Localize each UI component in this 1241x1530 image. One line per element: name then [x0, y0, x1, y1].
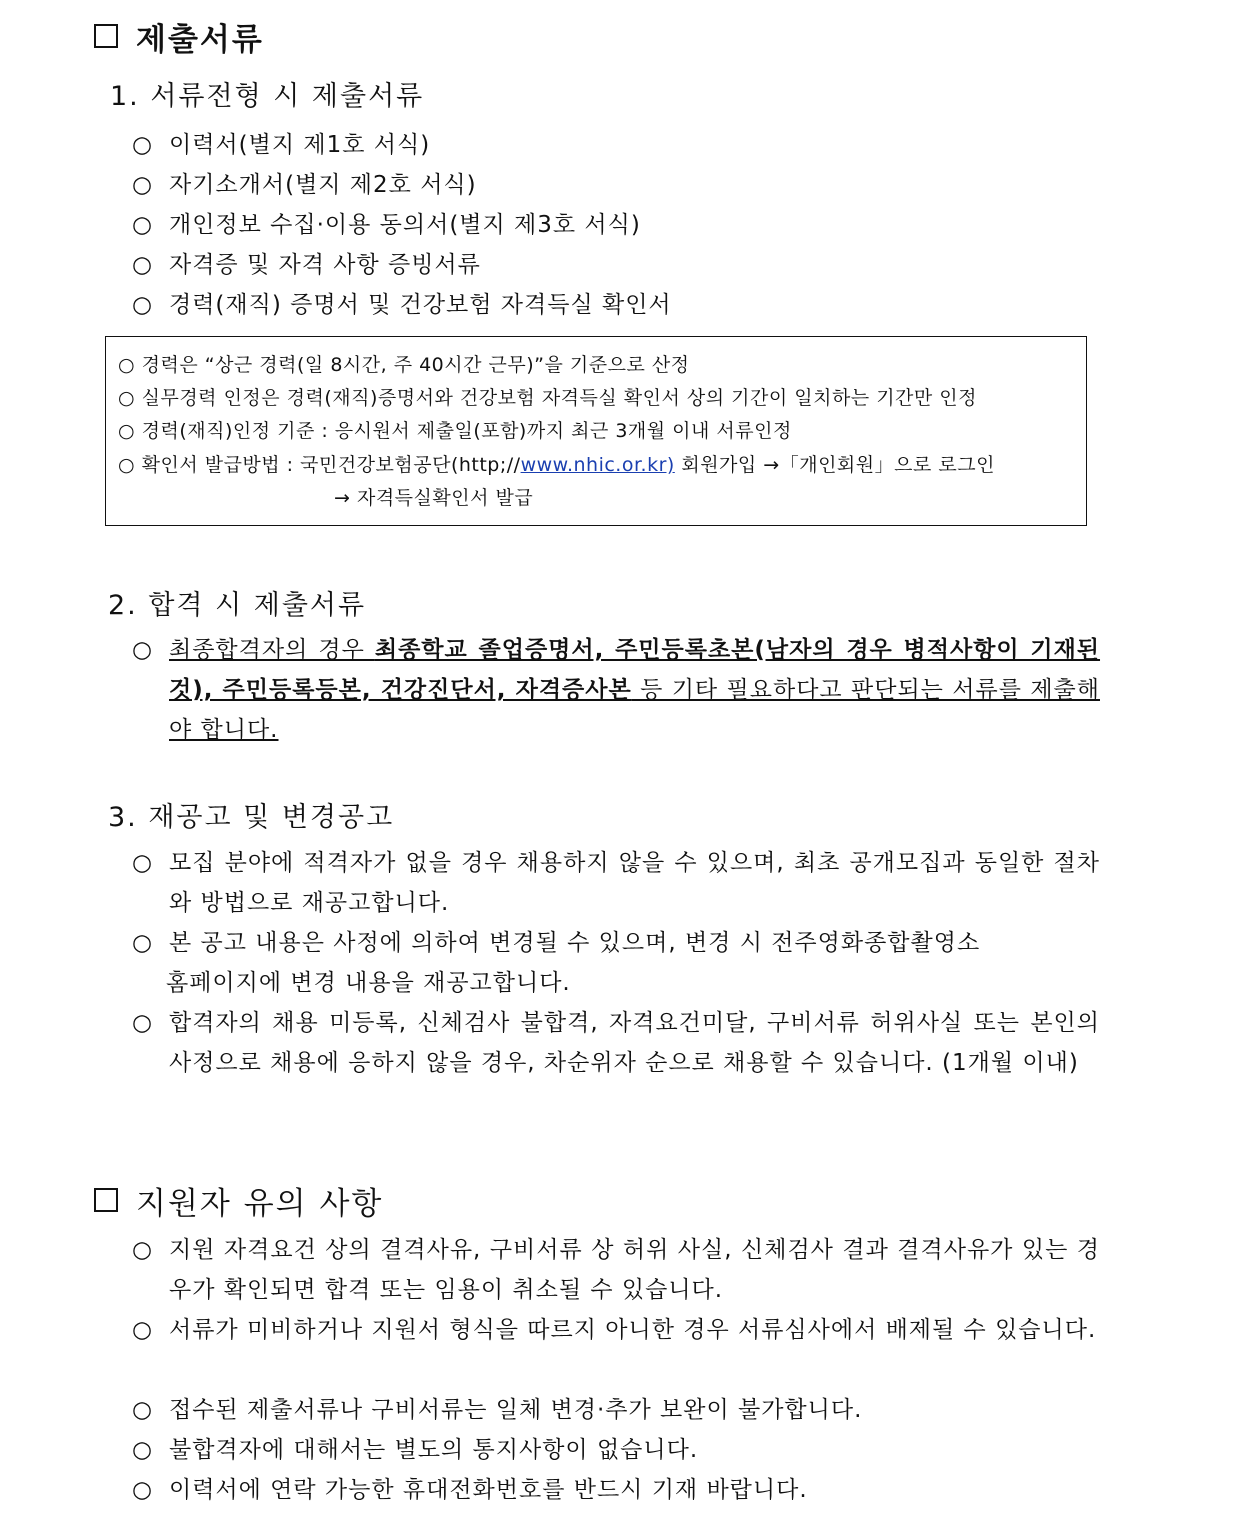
- list-item: ○ 접수된 제출서류나 구비서류는 일체 변경·추가 보완이 불가합니다.: [132, 1390, 1100, 1430]
- list-item: ○ 이력서(별지 제1호 서식): [132, 125, 1100, 165]
- required-documents-text: 최종학교 졸업증명서, 주민등록초본(남자의 경우 병적사항이 기재된 것), 주민등록등본, 건강진단서, 자격증사본: [169, 637, 1101, 703]
- circle-bullet-icon: ○: [132, 1437, 154, 1463]
- checkbox-square-icon: [94, 24, 118, 48]
- list-item: ○ 이력서에 연락 가능한 휴대전화번호를 반드시 기재 바랍니다.: [132, 1470, 1100, 1510]
- list-item-continuation: 홈페이지에 변경 내용을 재공고합니다.: [166, 970, 571, 996]
- circle-bullet-icon: ○: [132, 637, 154, 663]
- list-item: ○ 경력(재직) 증명서 및 건강보험 자격득실 확인서: [132, 285, 1100, 325]
- nhic-link[interactable]: www.nhic.or.kr): [520, 454, 675, 476]
- subsection-heading-1: 1. 서류전형 시 제출서류: [110, 81, 425, 112]
- checkbox-square-icon: [94, 1188, 118, 1212]
- list-item: ○ 최종합격자의 경우 최종학교 졸업증명서, 주민등록초본(남자의 경우 병적사항이 기재된 것), 주민등록등본, 건강진단서, 자격증사본 등 기타 필요하다고 판단되는 서류를 제출해야 합니다.: [132, 630, 1100, 750]
- circle-bullet-icon: ○: [132, 212, 154, 238]
- list-item: ○ 개인정보 수집·이용 동의서(별지 제3호 서식): [132, 205, 1100, 245]
- circle-bullet-icon: ○: [132, 1317, 154, 1343]
- list-item: ○ 불합격자에 대해서는 별도의 통지사항이 없습니다.: [132, 1430, 1100, 1470]
- list-item: ○ 모집 분야에 적격자가 없을 경우 채용하지 않을 수 있으며, 최초 공개모집과 동일한 절차와 방법으로 재공고합니다.: [132, 843, 1100, 923]
- circle-bullet-icon: ○: [132, 850, 154, 876]
- circle-bullet-icon: ○: [132, 172, 154, 198]
- section-heading-documents: [94, 16, 264, 56]
- circle-bullet-icon: ○: [132, 132, 154, 158]
- circle-bullet-icon: ○: [132, 1237, 154, 1263]
- circle-bullet-icon: ○: [132, 930, 154, 956]
- section-heading-notice: [94, 1180, 383, 1220]
- note-line: ○ 경력은 “상근 경력(일 8시간, 주 40시간 근무)”을 기준으로 산정: [118, 354, 690, 376]
- list-item: ○ 자기소개서(별지 제2호 서식): [132, 165, 1100, 205]
- note-line: ○ 경력(재직)인정 기준 : 응시원서 제출일(포함)까지 최근 3개월 이내 서류인정: [118, 420, 792, 442]
- note-line: ○ 확인서 발급방법 : 국민건강보험공단(http;//www.nhic.or.kr) 회원가입 →「개인회원」으로 로그인: [118, 454, 995, 476]
- circle-bullet-icon: ○: [132, 292, 154, 318]
- subsection-heading-2: 2. 합격 시 제출서류: [108, 590, 367, 621]
- subsection-heading-3: 3. 재공고 및 변경공고: [108, 802, 395, 833]
- section-title: 제출서류: [136, 21, 264, 58]
- list-item: ○ 본 공고 내용은 사정에 의하여 변경될 수 있으며, 변경 시 전주영화종합촬영소: [132, 923, 1100, 963]
- circle-bullet-icon: ○: [132, 252, 154, 278]
- career-note-box: [105, 336, 1087, 526]
- circle-bullet-icon: ○: [132, 1397, 154, 1423]
- list-item: ○ 자격증 및 자격 사항 증빙서류: [132, 245, 1100, 285]
- circle-bullet-icon: ○: [132, 1010, 154, 1036]
- list-item: ○ 합격자의 채용 미등록, 신체검사 불합격, 자격요건미달, 구비서류 허위사실 또는 본인의 사정으로 채용에 응하지 않을 경우, 차순위자 순으로 채용할 수 있습니다. (1개월 이내): [132, 1003, 1100, 1083]
- section-title: 지원자 유의 사항: [136, 1185, 384, 1222]
- note-line: ○ 실무경력 인정은 경력(재직)증명서와 건강보험 자격득실 확인서 상의 기간이 일치하는 기간만 인정: [118, 387, 978, 409]
- circle-bullet-icon: ○: [132, 1477, 154, 1503]
- note-line-continuation: → 자격득실확인서 발급: [334, 487, 534, 509]
- list-item: ○ 서류가 미비하거나 지원서 형식을 따르지 아니한 경우 서류심사에서 배제될 수 있습니다.: [132, 1310, 1100, 1350]
- list-item: ○ 지원 자격요건 상의 결격사유, 구비서류 상 허위 사실, 신체검사 결과 결격사유가 있는 경우가 확인되면 합격 또는 임용이 취소될 수 있습니다.: [132, 1230, 1100, 1310]
